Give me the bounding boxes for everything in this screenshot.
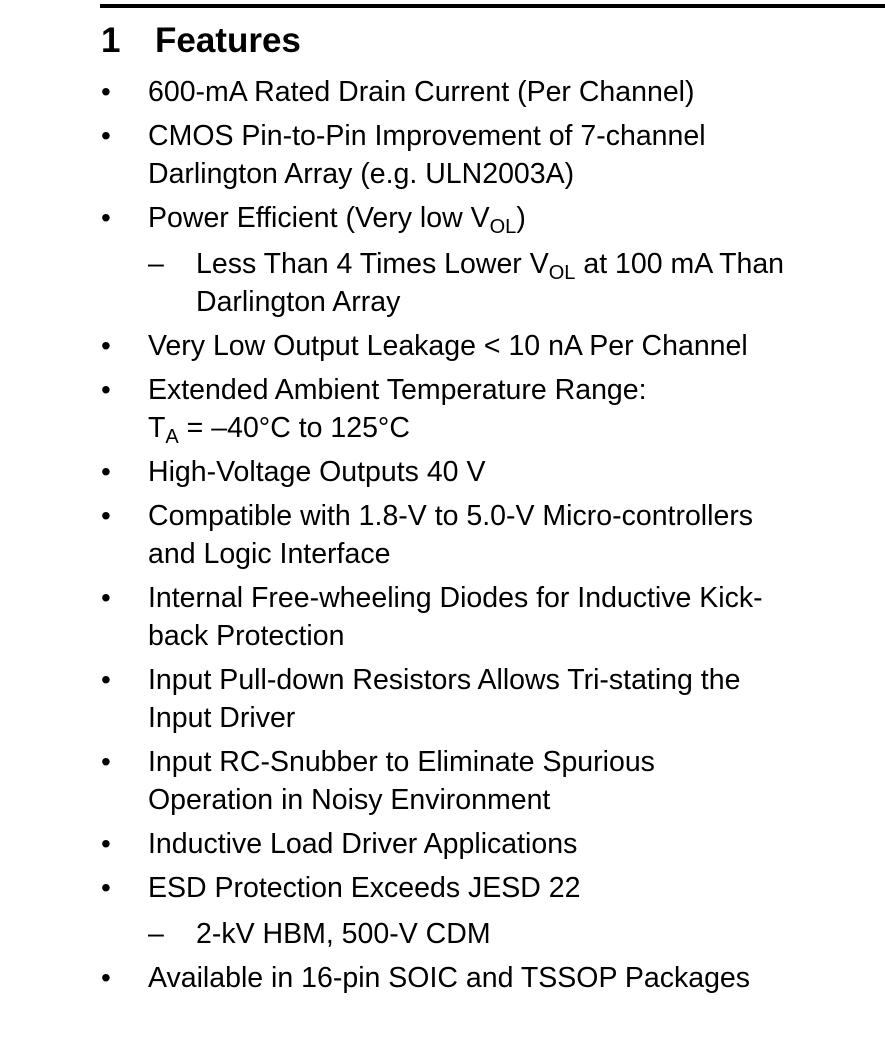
feature-text-part: Power Efficient (Very low V (148, 202, 490, 234)
feature-text-continued (148, 409, 885, 447)
bullet-icon: • (101, 828, 111, 859)
bullet-icon: • (101, 664, 111, 695)
bullet-icon: • (101, 456, 111, 487)
feature-text-part: ) (516, 202, 526, 234)
bullet-icon: • (101, 374, 111, 405)
feature-text-part: = –40°C to 125°C (178, 412, 410, 444)
feature-text-continued: and Logic Interface (148, 538, 391, 570)
feature-text: 600-mA Rated Drain Current (Per Channel) (148, 76, 695, 108)
bullet-icon: • (101, 202, 111, 233)
bullet-icon: • (101, 872, 111, 903)
feature-text-continued: Input Driver (148, 702, 296, 734)
feature-item (0, 825, 885, 863)
bullet-icon: • (101, 582, 111, 613)
section-top-rule (100, 4, 885, 8)
dash-icon: – (148, 248, 164, 280)
feature-text-continued: back Protection (148, 620, 345, 652)
feature-text: Available in 16-pin SOIC and TSSOP Packages (148, 962, 751, 994)
sub-feature-text-part: Less Than 4 Times Lower V (196, 248, 549, 280)
bullet-icon: • (101, 120, 111, 151)
feature-item (0, 327, 885, 365)
feature-item (0, 661, 885, 737)
subscript: OL (489, 216, 517, 238)
feature-text-continued: Operation in Noisy Environment (148, 784, 551, 816)
feature-text-part: T (148, 412, 166, 444)
feature-text: Compatible with 1.8-V to 5.0-V Micro-controllers (148, 500, 754, 532)
bullet-icon: • (101, 76, 111, 107)
feature-item (0, 73, 885, 111)
dash-icon: – (148, 918, 164, 950)
section-title: Features (155, 21, 301, 60)
feature-text: Input RC-Snubber to Eliminate Spurious (148, 746, 655, 778)
sub-feature-item (148, 245, 885, 321)
feature-text-continued: Darlington Array (e.g. ULN2003A) (148, 158, 575, 190)
feature-text: Extended Ambient Temperature Range: (148, 374, 647, 406)
sub-feature-item (148, 915, 885, 953)
feature-item (0, 743, 885, 819)
section-number: 1 (101, 21, 121, 60)
feature-item (0, 453, 885, 491)
bullet-icon: • (101, 746, 111, 777)
feature-item (0, 117, 885, 193)
feature-item (0, 579, 885, 655)
section-heading (101, 18, 301, 64)
feature-item (0, 199, 885, 321)
sub-feature-text-part: at 100 mA Than (575, 248, 785, 280)
feature-item (0, 497, 885, 573)
sub-feature-text (196, 245, 885, 283)
feature-list (0, 73, 885, 1003)
subscript: A (165, 426, 179, 448)
feature-text: Input Pull-down Resistors Allows Tri-stating the (148, 664, 741, 696)
feature-item (0, 959, 885, 997)
feature-text: High-Voltage Outputs 40 V (148, 456, 486, 488)
feature-text: Internal Free-wheeling Diodes for Inductive Kick- (148, 582, 763, 614)
bullet-icon: • (101, 962, 111, 993)
subscript: OL (548, 262, 576, 284)
feature-text: Very Low Output Leakage < 10 nA Per Channel (148, 330, 748, 362)
feature-item (0, 869, 885, 953)
feature-item (0, 371, 885, 447)
feature-text: Inductive Load Driver Applications (148, 828, 578, 860)
sub-feature-text: 2-kV HBM, 500-V CDM (196, 918, 491, 950)
feature-text: CMOS Pin-to-Pin Improvement of 7-channel (148, 120, 706, 152)
bullet-icon: • (101, 500, 111, 531)
sub-feature-text-continued: Darlington Array (196, 286, 401, 318)
feature-text (148, 199, 885, 237)
feature-text: ESD Protection Exceeds JESD 22 (148, 872, 581, 904)
bullet-icon: • (101, 330, 111, 361)
